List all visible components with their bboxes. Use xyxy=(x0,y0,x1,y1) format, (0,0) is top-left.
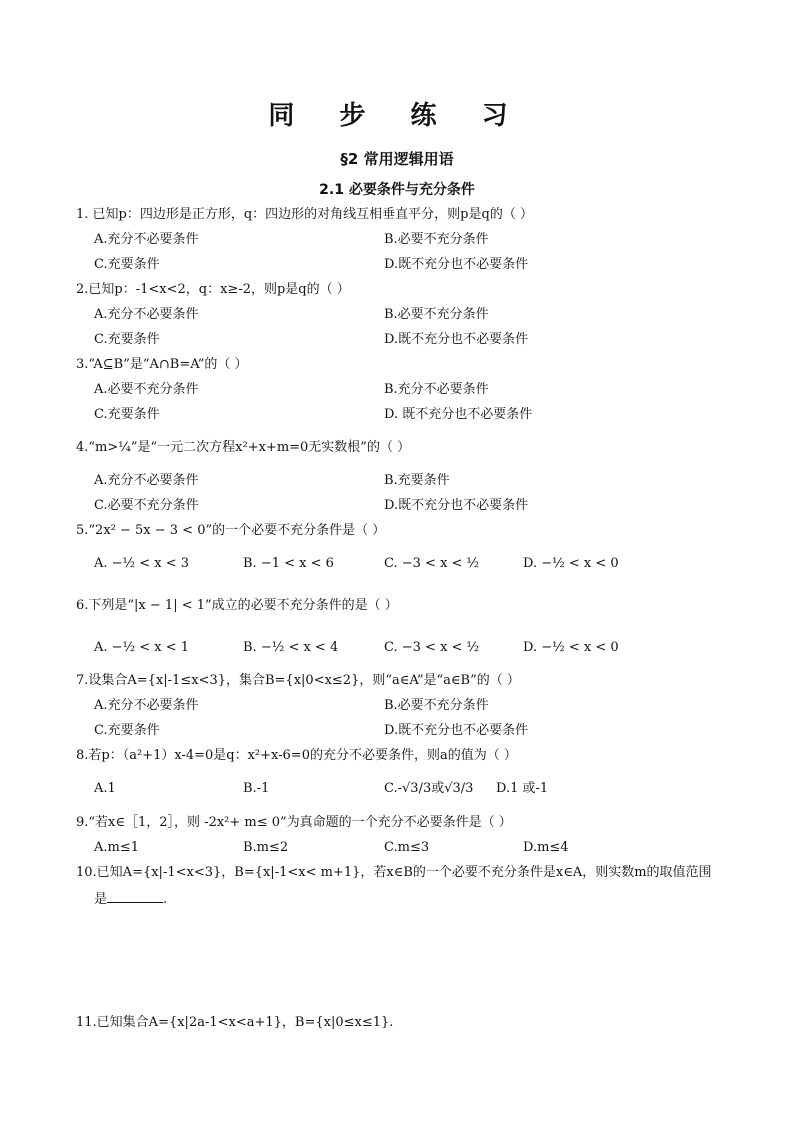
page-title: 同 步 练 习 xyxy=(268,101,526,131)
question-9-option-b: B.m≤2 xyxy=(243,840,289,855)
question-1-option-b: B.必要不充分条件 xyxy=(384,232,489,247)
question-10-stem: 10.已知A={x|-1<x<3}，B={x|-1<x< m+1}，若x∈B的一个必要不充分条件是x∈A，则实数m的取值范围 xyxy=(76,865,712,880)
question-4-option-d: D.既不充分也不必要条件 xyxy=(384,498,529,513)
question-8-option-b: B.-1 xyxy=(243,781,270,796)
question-2-stem: 2.已知p：-1<x<2，q：x≥-2，则p是q的（ ） xyxy=(76,282,350,297)
question-8-option-d: D.1 或-1 xyxy=(496,781,549,796)
question-6-option-a: A. −½ < x < 1 xyxy=(94,640,190,655)
question-6-option-c: C. −3 < x < ½ xyxy=(384,640,480,655)
question-4-stem: 4.“m>¼”是“一元二次方程x²+x+m=0无实数根”的（ ） xyxy=(76,440,411,455)
section-heading: §2 常用逻辑用语 xyxy=(340,150,454,168)
question-1-stem: 1. 已知p：四边形是正方形，q：四边形的对角线互相垂直平分，则p是q的（ ） xyxy=(76,207,533,222)
question-3-option-a: A.必要不充分条件 xyxy=(94,382,199,397)
question-7-option-c: C.充要条件 xyxy=(94,723,160,738)
question-1-option-d: D.既不充分也不必要条件 xyxy=(384,257,529,272)
question-3-option-d: D. 既不充分也不必要条件 xyxy=(384,407,533,422)
question-3-stem: 3.“A⊆B”是“A∩B=A”的（ ） xyxy=(76,357,248,372)
answer-blank[interactable] xyxy=(107,890,163,903)
question-4-option-a: A.充分不必要条件 xyxy=(94,473,199,488)
question-3-option-b: B.充分不必要条件 xyxy=(384,382,489,397)
question-5-stem: 5.“2x² − 5x − 3 < 0”的一个必要不充分条件是（ ） xyxy=(76,523,386,538)
question-10-continuation xyxy=(94,890,167,908)
question-8-option-c: C.-√3/3或√3/3 xyxy=(384,781,474,796)
question-9-option-a: A.m≤1 xyxy=(94,840,140,855)
question-6-stem: 6.下列是“|x − 1| < 1”成立的必要不充分条件的是（ ） xyxy=(76,598,398,613)
question-2-option-b: B.必要不充分条件 xyxy=(384,307,489,322)
question-7-option-d: D.既不充分也不必要条件 xyxy=(384,723,529,738)
question-9-stem: 9.“若x∈［1，2］，则 -2x²+ m≤ 0”为真命题的一个充分不必要条件是（ ） xyxy=(76,815,512,830)
question-5-option-a: A. −½ < x < 3 xyxy=(94,556,190,571)
question-10-continuation-text: 是 xyxy=(94,892,108,907)
question-3-option-c: C.充要条件 xyxy=(94,407,160,422)
question-4-option-b: B.充要条件 xyxy=(384,473,450,488)
question-7-stem: 7.设集合A={x|-1≤x<3}，集合B={x|0<x≤2}，则“a∈A”是“a∈B”的（ ） xyxy=(76,673,520,688)
question-6-option-b: B. −½ < x < 4 xyxy=(243,640,339,655)
question-1-option-a: A.充分不必要条件 xyxy=(94,232,199,247)
question-9-option-c: C.m≤3 xyxy=(384,840,430,855)
question-5-option-b: B. −1 < x < 6 xyxy=(243,556,334,571)
question-10-tail: . xyxy=(163,892,168,907)
question-7-option-a: A.充分不必要条件 xyxy=(94,698,199,713)
question-1-option-c: C.充要条件 xyxy=(94,257,160,272)
question-2-option-d: D.既不充分也不必要条件 xyxy=(384,332,529,347)
question-7-option-b: B.必要不充分条件 xyxy=(384,698,489,713)
question-11-stem: 11.已知集合A={x|2a-1<x<a+1}，B={x|0≤x≤1}. xyxy=(76,1015,394,1030)
question-8-option-a: A.1 xyxy=(94,781,116,796)
question-6-option-d: D. −½ < x < 0 xyxy=(523,640,619,655)
question-2-option-a: A.充分不必要条件 xyxy=(94,307,199,322)
question-9-option-d: D.m≤4 xyxy=(523,840,569,855)
question-4-option-c: C.必要不充分条件 xyxy=(94,498,199,513)
subsection-heading: 2.1 必要条件与充分条件 xyxy=(319,182,475,198)
question-5-option-d: D. −½ < x < 0 xyxy=(523,556,619,571)
question-8-stem: 8.若p：（a²+1）x-4=0是q：x²+x-6=0的充分不必要条件，则a的值为（ ） xyxy=(76,748,517,763)
question-5-option-c: C. −3 < x < ½ xyxy=(384,556,480,571)
question-2-option-c: C.充要条件 xyxy=(94,332,160,347)
